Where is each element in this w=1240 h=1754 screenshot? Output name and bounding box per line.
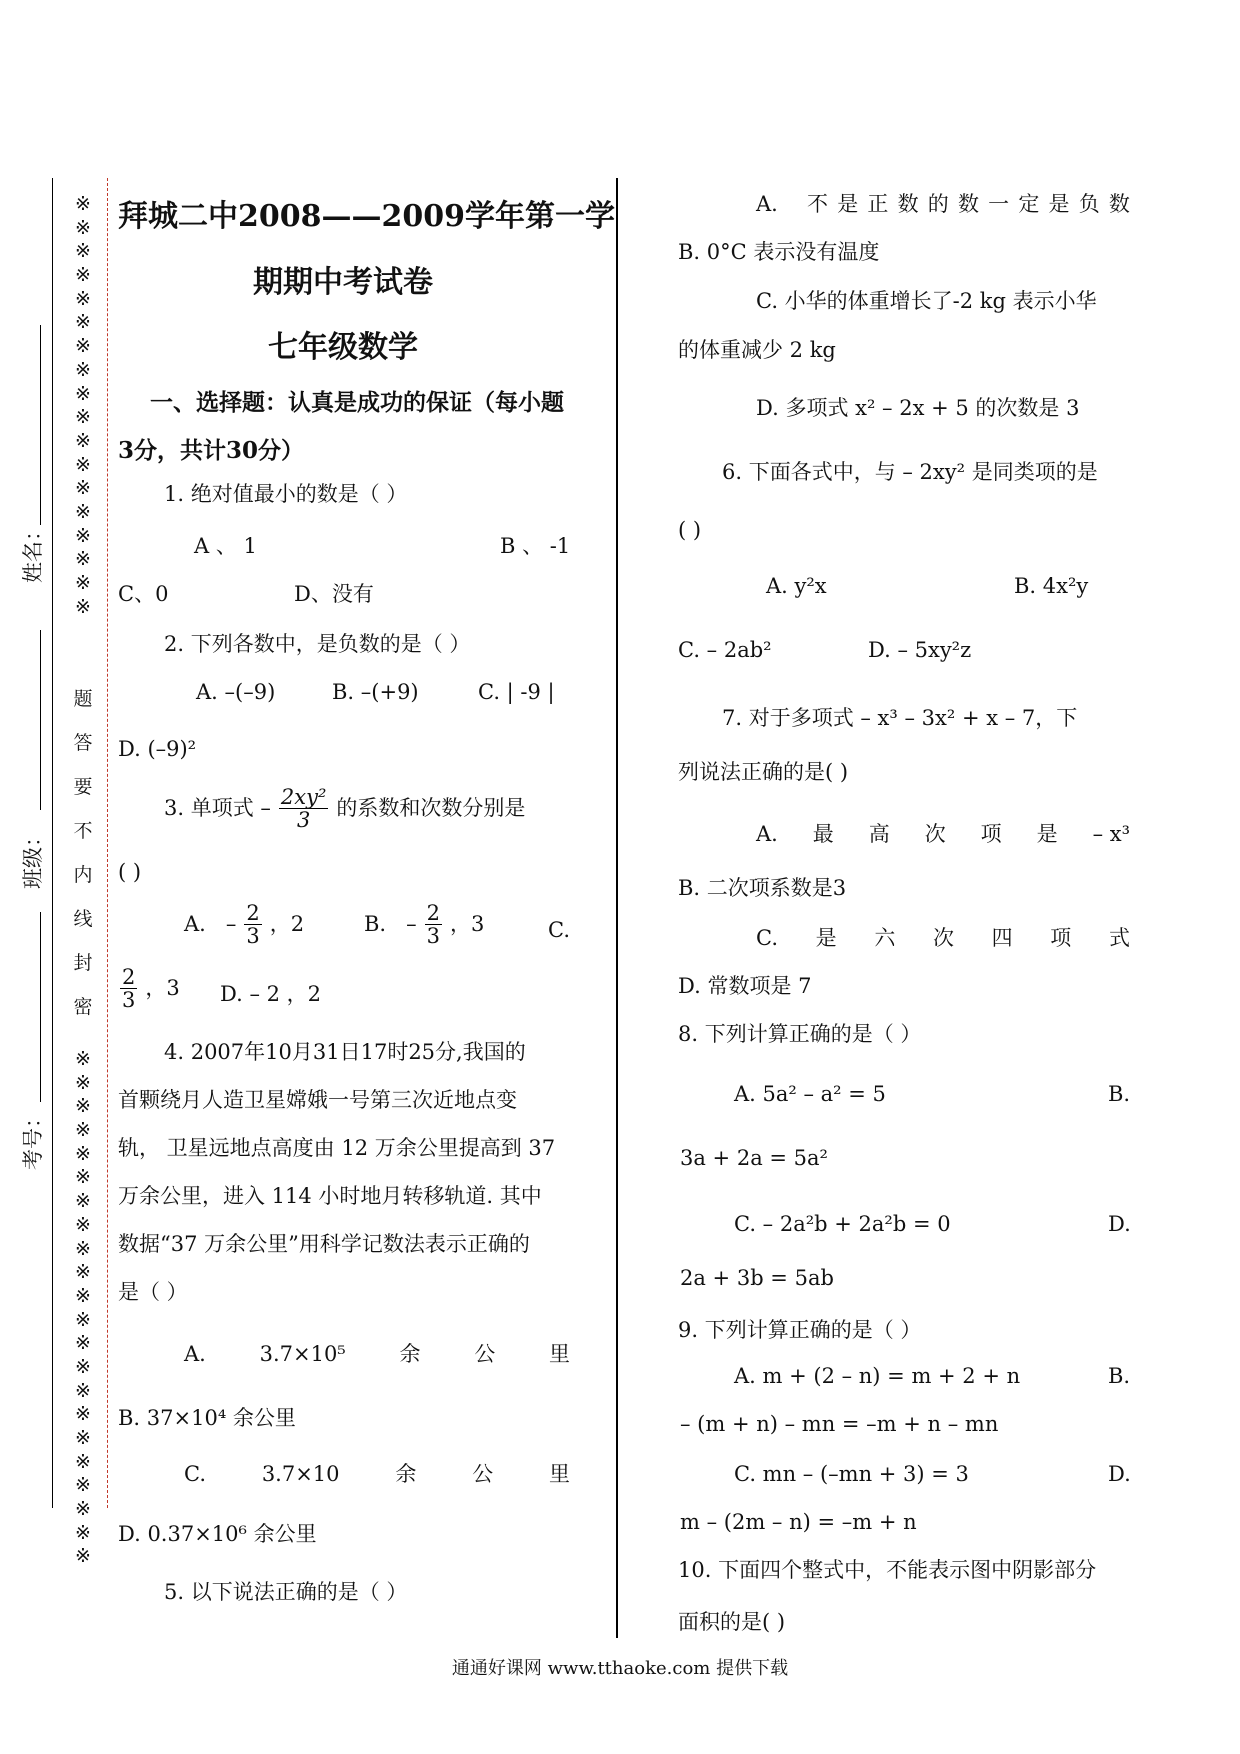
question-5-option-b: B. 0°C 表示没有温度 xyxy=(678,240,880,264)
seal-line-char: 题 xyxy=(73,688,93,710)
question-5-option-c-line-1: C. 小华的体重增长了-2 kg 表示小华 xyxy=(756,289,1097,313)
decorative-border-mark: ※ xyxy=(75,429,91,452)
decorative-border-mark: ※ xyxy=(75,1498,91,1521)
number-underline xyxy=(40,912,41,1102)
seal-line-char: 线 xyxy=(73,908,93,930)
decorative-border-mark: ※ xyxy=(75,548,91,571)
exam-title-line1: 拜城二中2008——2009学年第一学 xyxy=(118,199,615,234)
decorative-border-mark: ※ xyxy=(75,358,91,381)
decorative-border-mark: ※ xyxy=(75,1261,91,1284)
question-3-option-a-denominator: 3 xyxy=(246,924,260,949)
question-3-option-c xyxy=(118,966,180,1011)
question-3-option-a xyxy=(184,902,304,947)
question-4-option-a-label: A. xyxy=(184,1342,206,1366)
question-8-option-b: 3a + 2a = 5a² xyxy=(680,1146,828,1170)
question-5-option-a-char: 负 xyxy=(1078,192,1100,216)
decorative-border-mark: ※ xyxy=(75,1332,91,1355)
question-6-stem: 6. 下面各式中，与 – 2xy² 是同类项的是 xyxy=(722,460,1098,484)
sidebar-outer-rule xyxy=(52,178,53,1508)
question-4-line-4: 万余公里，进入 114 小时地月转移轨道. 其中 xyxy=(118,1184,542,1208)
decorative-border-mark: ※ xyxy=(75,1095,91,1118)
question-5-option-a-char: 数 xyxy=(957,192,979,216)
decorative-border-mark: ※ xyxy=(75,1379,91,1402)
question-2-option-b: B. –(+9) xyxy=(332,680,419,704)
question-4-option-c-char: 公 xyxy=(472,1462,494,1486)
decorative-border-mark: ※ xyxy=(75,500,91,523)
question-4-line-6: 是（ ） xyxy=(118,1280,188,1304)
question-7-option-a-char: 次 xyxy=(924,822,946,846)
question-4-option-b: B. 37×10⁴ 余公里 xyxy=(118,1406,296,1430)
question-4-option-a-char: 里 xyxy=(548,1342,570,1366)
question-8-option-c: C. – 2a²b + 2a²b = 0 xyxy=(734,1212,951,1236)
class-label: 班级： xyxy=(21,826,45,889)
decorative-border-mark: ※ xyxy=(75,1355,91,1378)
question-4-line-3: 轨， 卫星远地点高度由 12 万余公里提高到 37 xyxy=(118,1136,556,1160)
question-3-option-c-denominator: 3 xyxy=(122,988,136,1013)
question-3-monomial-numerator: 2xy² xyxy=(280,785,327,809)
question-7-option-c-char: 是 xyxy=(815,926,837,950)
question-9-stem: 9. 下列计算正确的是（ ） xyxy=(678,1318,922,1342)
sidebar-inner-rule xyxy=(107,178,108,1508)
question-3-monomial xyxy=(279,786,329,831)
question-5-option-a-label: A. xyxy=(756,192,778,216)
decorative-border-mark: ※ xyxy=(75,240,91,263)
decorative-border-mark: ※ xyxy=(75,1166,91,1189)
question-5-option-a-char: 不 xyxy=(807,192,829,216)
question-4-option-a-char: 余 xyxy=(399,1342,421,1366)
question-9-option-c: C. mn – (–mn + 3) = 3 xyxy=(734,1462,969,1486)
question-5-option-a-char: 是 xyxy=(837,192,859,216)
decorative-border-mark: ※ xyxy=(75,311,91,334)
decorative-border-mark: ※ xyxy=(75,1048,91,1070)
question-4-option-a-value: 3.7×10⁵ xyxy=(259,1342,346,1366)
decorative-border-mark: ※ xyxy=(75,216,91,239)
decorative-border-mark: ※ xyxy=(75,1213,91,1236)
question-1-option-a: A 、 1 xyxy=(194,534,257,558)
question-9-option-d-label: D. xyxy=(1108,1462,1131,1486)
exam-title-line2: 期期中考试卷 xyxy=(253,265,433,300)
question-4-line-5: 数据“37 万余公里”用科学记数法表示正确的 xyxy=(118,1232,530,1256)
question-3-option-b-numerator: 2 xyxy=(426,901,440,925)
question-9-option-b-label: B. xyxy=(1108,1364,1131,1388)
decorative-border-mark: ※ xyxy=(75,382,91,405)
seal-line-notice xyxy=(72,690,94,1042)
decorative-border-bottom xyxy=(72,1050,94,1571)
question-3-option-c-numerator: 2 xyxy=(122,965,136,989)
seal-line-char: 不 xyxy=(73,820,93,842)
number-label: 考号： xyxy=(21,1107,45,1170)
decorative-border-mark: ※ xyxy=(75,1474,91,1497)
question-7-stem: 7. 对于多项式 – x³ – 3x² + x – 7，下 xyxy=(722,706,1078,730)
question-5-option-a-char: 的 xyxy=(927,192,949,216)
decorative-border-mark: ※ xyxy=(75,406,91,429)
question-2-option-d: D. (–9)² xyxy=(118,737,197,761)
seal-line-char: 封 xyxy=(73,952,93,974)
question-4-line-2: 首颗绕月人造卫星嫦娥一号第三次近地点变 xyxy=(118,1088,517,1112)
seal-line-char: 要 xyxy=(73,776,93,798)
question-6-option-b: B. 4x²y xyxy=(1014,574,1089,598)
question-3-stem-suffix: 的系数和次数分别是 xyxy=(336,795,526,820)
question-3-option-d: D. – 2 ，2 xyxy=(220,982,322,1006)
question-3-option-b-sign: – xyxy=(406,911,417,936)
question-6-paren: ( ) xyxy=(678,518,702,542)
decorative-border-mark: ※ xyxy=(75,524,91,547)
question-7-option-c-char: 六 xyxy=(874,926,896,950)
question-5-option-d: D. 多项式 x² – 2x + 5 的次数是 3 xyxy=(756,396,1080,420)
question-6-option-a: A. y²x xyxy=(766,574,827,598)
question-7-option-c-char: 项 xyxy=(1050,926,1072,950)
decorative-border-mark: ※ xyxy=(75,1427,91,1449)
question-3-option-c-label: C. xyxy=(548,918,570,942)
decorative-border-mark: ※ xyxy=(75,1119,91,1142)
question-1-option-c: C、0 xyxy=(118,582,169,606)
question-1-stem: 1. 绝对值最小的数是（ ） xyxy=(164,482,408,506)
decorative-border-mark: ※ xyxy=(75,1403,91,1426)
question-1-option-d: D、没有 xyxy=(294,582,374,606)
decorative-border-mark: ※ xyxy=(75,1237,91,1260)
question-5-stem: 5. 以下说法正确的是（ ） xyxy=(164,1580,408,1604)
question-1-option-b: B 、 -1 xyxy=(500,534,571,558)
question-4-option-a xyxy=(184,1342,570,1367)
question-5-option-a xyxy=(756,192,1130,217)
question-7-option-c-label: C. xyxy=(756,926,778,950)
question-3-monomial-denominator: 3 xyxy=(296,808,311,833)
decorative-border-mark: ※ xyxy=(75,1308,91,1331)
question-3-option-a-tail: ，2 xyxy=(269,911,305,936)
question-7-option-c-char: 次 xyxy=(932,926,954,950)
question-3-option-c-fraction xyxy=(120,966,137,1011)
question-3-stem-prefix: 3. 单项式 – xyxy=(164,795,271,820)
exam-subject: 七年级数学 xyxy=(268,330,418,365)
name-label: 姓名： xyxy=(21,520,45,583)
question-7-stem-line-2: 列说法正确的是( ) xyxy=(678,760,849,784)
question-7-option-c-char: 式 xyxy=(1108,926,1130,950)
section-heading-line2: 3分，共计30分） xyxy=(118,437,305,464)
question-3-option-c-tail: ，3 xyxy=(145,975,180,1000)
question-8-option-b-label: B. xyxy=(1108,1082,1131,1106)
question-7-option-c-char: 四 xyxy=(991,926,1013,950)
decorative-border-mark: ※ xyxy=(75,287,91,310)
decorative-border-mark: ※ xyxy=(75,1071,91,1094)
question-3-paren: ( ) xyxy=(118,860,142,884)
decorative-border-mark: ※ xyxy=(75,193,91,215)
question-3-option-a-numerator: 2 xyxy=(246,901,260,925)
question-2-option-a: A. –(–9) xyxy=(196,680,276,704)
column-divider xyxy=(616,178,618,1638)
question-7-option-a-label: A. xyxy=(756,822,778,846)
seal-line-char: 密 xyxy=(73,996,93,1018)
question-5-option-c-line-2: 的体重减少 2 kg xyxy=(678,338,836,362)
decorative-border-mark: ※ xyxy=(75,453,91,476)
question-3-option-b-denominator: 3 xyxy=(426,924,440,949)
decorative-border-mark: ※ xyxy=(75,1190,91,1213)
question-7-option-a-char: 最 xyxy=(812,822,834,846)
question-9-option-a: A. m + (2 – n) = m + 2 + n xyxy=(734,1364,1021,1388)
question-8-option-d-label: D. xyxy=(1108,1212,1131,1236)
question-4-option-c-label: C. xyxy=(184,1462,206,1486)
question-7-option-a-char: 是 xyxy=(1036,822,1058,846)
question-7-option-a-char: 高 xyxy=(868,822,890,846)
question-9-option-d: m – (2m – n) = –m + n xyxy=(680,1510,917,1534)
question-4-option-d: D. 0.37×10⁶ 余公里 xyxy=(118,1522,317,1546)
question-7-option-a-char: 项 xyxy=(980,822,1002,846)
seal-line-char: 内 xyxy=(73,864,93,886)
decorative-border-mark: ※ xyxy=(75,335,91,358)
question-10-line-2: 面积的是( ) xyxy=(678,1610,786,1634)
question-5-option-a-char: 是 xyxy=(1048,192,1070,216)
question-5-option-a-char: 正 xyxy=(867,192,889,216)
question-7-option-c xyxy=(756,926,1130,951)
question-8-option-d: 2a + 3b = 5ab xyxy=(680,1266,834,1290)
question-4-option-c-char: 里 xyxy=(548,1462,570,1486)
section-heading-line1: 一、选择题：认真是成功的保证（每小题 xyxy=(150,389,564,416)
question-3-option-b-tail: ，3 xyxy=(449,911,485,936)
question-3-option-a-fraction xyxy=(244,902,261,947)
decorative-border-mark: ※ xyxy=(75,1450,91,1473)
question-4-option-c xyxy=(184,1462,570,1487)
decorative-border-mark: ※ xyxy=(75,477,91,500)
question-4-option-c-value: 3.7×10 xyxy=(261,1462,340,1486)
question-3-stem xyxy=(164,786,525,831)
decorative-border-mark: ※ xyxy=(75,1142,91,1165)
decorative-border-mark: ※ xyxy=(75,1521,91,1544)
decorative-border-mark: ※ xyxy=(75,1284,91,1307)
question-2-stem: 2. 下列各数中，是负数的是（ ） xyxy=(164,632,471,656)
question-6-option-d: D. – 5xy²z xyxy=(868,638,972,662)
question-8-stem: 8. 下列计算正确的是（ ） xyxy=(678,1022,922,1046)
question-2-option-c: C. | -9 | xyxy=(478,680,555,704)
page-footer: 通通好课网 www.tthaoke.com 提供下载 xyxy=(451,1658,789,1679)
decorative-border-top xyxy=(72,195,94,621)
question-5-option-a-char: 数 xyxy=(1108,192,1130,216)
question-4-line-1: 4. 2007年10月31日17时25分,我国的 xyxy=(164,1040,526,1064)
seal-line-char: 答 xyxy=(73,732,93,754)
question-7-option-b: B. 二次项系数是3 xyxy=(678,876,847,900)
question-4-option-c-char: 余 xyxy=(395,1462,417,1486)
question-7-option-a xyxy=(756,822,1130,847)
decorative-border-mark: ※ xyxy=(75,264,91,287)
decorative-border-mark: ※ xyxy=(75,595,91,618)
question-6-option-c: C. – 2ab² xyxy=(678,638,772,662)
question-5-option-a-char: 一 xyxy=(988,192,1010,216)
question-7-option-a-term: – x³ xyxy=(1092,822,1130,846)
question-7-option-d: D. 常数项是 7 xyxy=(678,974,812,998)
name-underline xyxy=(40,325,41,525)
question-3-option-b-fraction xyxy=(425,902,442,947)
question-9-option-b: – (m + n) – mn = –m + n – mn xyxy=(680,1412,999,1436)
question-5-option-a-char: 定 xyxy=(1018,192,1040,216)
question-5-option-a-char: 数 xyxy=(897,192,919,216)
question-10-line-1: 10. 下面四个整式中，不能表示图中阴影部分 xyxy=(678,1558,1097,1582)
decorative-border-mark: ※ xyxy=(75,572,91,594)
question-3-option-b-label: B. xyxy=(364,911,387,936)
question-4-option-a-char: 公 xyxy=(474,1342,496,1366)
decorative-border-mark: ※ xyxy=(75,1545,91,1568)
class-underline xyxy=(40,630,41,810)
question-3-option-b xyxy=(364,902,484,947)
question-3-option-a-label: A. xyxy=(184,911,206,936)
question-8-option-a: A. 5a² – a² = 5 xyxy=(734,1082,886,1106)
question-3-option-a-sign: – xyxy=(225,911,237,936)
